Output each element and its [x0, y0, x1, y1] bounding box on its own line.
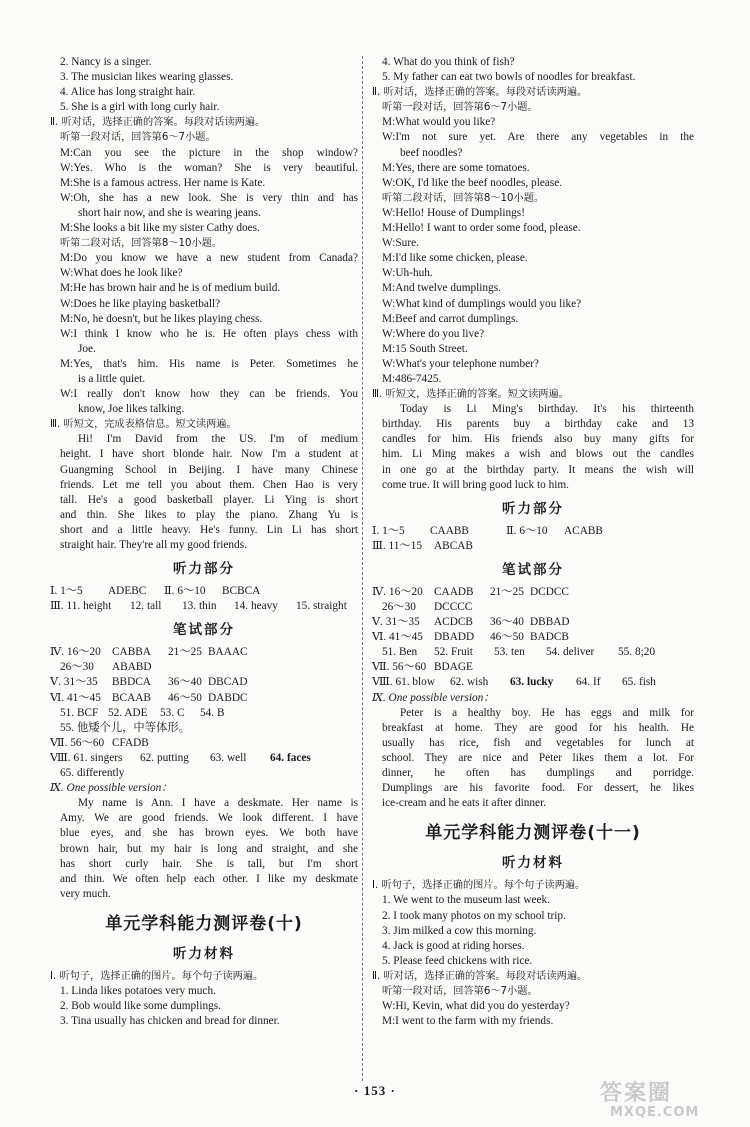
sentence: 2. Bob would like some dumplings. [60, 1000, 221, 1013]
sub-instruction: 听第二段对话，回答第8～10小题。 [382, 192, 545, 204]
dialog-line: M:What would you like? [382, 116, 496, 129]
answer-item: 53. ten [494, 646, 525, 659]
answer-row [50, 766, 358, 781]
answer-value: DCDCC [530, 585, 569, 598]
dialog-line: M:15 South Street. [382, 342, 468, 355]
answer-row [372, 524, 694, 539]
passage-line: short and a little heavy. He's funny. Lin Li has short [60, 523, 358, 536]
essay-line: ice-cream and he eats it after dinner. [382, 797, 547, 810]
essay-line: breakfast at home. They are good for his health. He [382, 721, 694, 734]
sub-instruction: 听第一段对话，回答第6～7小题。 [382, 102, 538, 114]
answer-label: Ⅵ. 41～45 [372, 631, 423, 644]
passage-line: come true. It will bring good luck to him. [382, 478, 569, 491]
answer-label: 46～50 [168, 691, 202, 704]
answer-item: 14. heavy [234, 600, 278, 613]
section-title: Ⅱ. 听对话，选择正确的答案。每段对话读两遍。 [372, 87, 588, 99]
answer-value: DCCCC [434, 601, 473, 613]
answer-row [372, 645, 694, 660]
passage-line: him. Li Ming makes a wish and blows out the candles [382, 448, 694, 461]
answer-row [50, 691, 358, 706]
dialog-line: M:Yes, that's him. His name is Peter. Sometimes he [60, 357, 358, 370]
essay-line: and thin. We often help each other. I like my deskmate [60, 872, 358, 885]
essay-line: Dumplings are his favorite food. For dessert, he likes [382, 782, 694, 795]
listening-answers-heading: 听力部分 [502, 500, 564, 517]
dialog-line: W:What's your telephone number? [382, 357, 539, 370]
passage-line: tall. He's a good basketball player. Li Ying is short [60, 493, 358, 506]
answer-row [50, 675, 358, 690]
answer-value: BADCB [530, 631, 569, 644]
essay-line: usually has rice, fish and vegetables for lunch at [382, 736, 694, 749]
answer-item: 54. deliver [546, 646, 595, 659]
answer-label: 36～40 [168, 676, 202, 689]
dialog-line: M:No, he doesn't, but he likes playing chess. [60, 312, 263, 325]
answer-item: 65. fish [622, 676, 656, 689]
answer-row [50, 584, 358, 599]
written-answers-heading: 笔试部分 [502, 561, 564, 578]
passage-line: birthday. His parents buy a birthday cake and 13 [382, 418, 694, 431]
watermark-text: 答案圈 [600, 1081, 673, 1106]
answer-label: Ⅵ. 41～45 [50, 691, 101, 704]
answer-value: CABBA [112, 646, 151, 659]
answer-row [372, 660, 694, 675]
essay-line: school. They are nice and Peter likes them a lot. For [382, 751, 694, 764]
dialog-line: M:She looks a bit like my sister Cathy does. [60, 222, 260, 235]
sentence: 4. Alice has long straight hair. [60, 86, 196, 99]
dialog-line: beef noodles? [400, 146, 463, 159]
unit-11-title: 单元学科能力测评卷(十一) [425, 823, 641, 844]
answer-row [50, 736, 358, 751]
section-title: Ⅸ. One possible version： [50, 782, 173, 795]
section-title: Ⅲ. 听短文，选择正确的答案。短文读两遍。 [372, 389, 569, 401]
answer-label: Ⅳ. 16～20 [50, 646, 101, 659]
answer-item: Ⅲ. 11. height [50, 600, 112, 613]
answer-label: Ⅶ. 56～60 [372, 661, 427, 674]
column-divider [362, 56, 363, 1081]
answer-item: Ⅷ. 61. blow [372, 676, 435, 689]
dialog-line: W:I think I know who he is. He often plays chess with [60, 327, 358, 340]
essay-line: brown hair, but my hair is long and straight, and she [60, 842, 358, 855]
dialog-line: M:Hello! I want to order some food, please. [382, 222, 581, 235]
answer-row [372, 585, 694, 600]
answer-label: Ⅰ. 1～5 [50, 585, 83, 598]
listening-material-heading: 听力材料 [502, 855, 564, 872]
answer-label: 21～25 [168, 646, 202, 659]
answer-row [372, 675, 694, 690]
answer-label: Ⅴ. 31～35 [372, 616, 420, 629]
dialog-line: W:Yes. Who is the woman? She is very beautiful. [60, 161, 358, 174]
answer-item: 51. BCF [60, 706, 99, 719]
sentence: 3. Tina usually has chicken and bread for dinner. [60, 1015, 280, 1028]
answer-label: 21～25 [490, 585, 524, 598]
answer-item: 55. 他矮个儿，中等体形。 [60, 721, 190, 734]
dialog-line: M:Do you know we have a new student from Canada? [60, 252, 358, 265]
dialog-line: W:OK, I'd like the beef noodles, please. [382, 176, 563, 189]
answer-value: CAADB [434, 585, 474, 598]
dialog-line: W:Where do you live? [382, 327, 485, 340]
answer-row [372, 600, 694, 615]
section-title: Ⅲ. 听短文，完成表格信息。短文读两遍。 [50, 419, 237, 431]
sentence: 2. I took many photos on my school trip. [382, 909, 566, 922]
answer-value: ABCAB [434, 539, 473, 552]
answer-label: Ⅶ. 56～60 [50, 736, 105, 749]
answer-value: BDAGE [434, 661, 473, 674]
left-column [50, 55, 358, 1029]
dialog-line: W:Hi, Kevin, what did you do yesterday? [382, 1000, 570, 1013]
answer-label: Ⅱ. 6～10 [506, 524, 548, 537]
sentence: 2. Nancy is a singer. [60, 56, 152, 68]
written-answers-heading: 笔试部分 [173, 622, 235, 639]
answer-row [372, 615, 694, 630]
dialog-line: know, Joe likes talking. [78, 403, 185, 416]
answer-row [372, 630, 694, 645]
answer-row [50, 599, 358, 614]
answer-item: 53. C [160, 706, 185, 719]
answer-row [372, 539, 694, 554]
dialog-line: W:Does he like playing basketball? [60, 297, 221, 310]
answer-item: 65. differently [60, 767, 125, 780]
listening-answers-heading: 听力部分 [173, 561, 235, 578]
dialog-line: M:I went to the farm with my friends. [382, 1015, 554, 1028]
sentence: 4. What do you think of fish? [382, 56, 515, 68]
answer-value: ACABB [564, 524, 603, 537]
section-title: Ⅰ. 听句子，选择正确的图片。每个句子读两遍。 [50, 970, 264, 982]
sentence: 5. She is a girl with long curly hair. [60, 101, 220, 114]
answer-value: BCBCA [222, 585, 261, 598]
dialog-line: short hair now, and she is wearing jeans. [78, 206, 261, 219]
essay-line: Peter is a healthy boy. He has eggs and milk for [400, 706, 694, 719]
answer-value: DBCAD [208, 676, 248, 689]
sub-instruction: 听第一段对话，回答第6～7小题。 [382, 985, 538, 997]
dialog-line: M:486-7425. [382, 372, 442, 385]
dialog-line: M:Can you see the picture in the shop window? [60, 146, 358, 159]
section-title: Ⅸ. One possible version： [372, 691, 495, 704]
essay-line: dinner, he often has dumplings and porridge. [382, 767, 694, 780]
dialog-line: W:What kind of dumplings would you like? [382, 297, 582, 310]
answer-value: DBBAD [530, 616, 570, 629]
dialog-line: W:Hello! House of Dumplings! [382, 206, 525, 219]
watermark-logo [600, 1082, 740, 1124]
answer-label: Ⅰ. 1～5 [372, 524, 405, 537]
sentence: 3. The musician likes wearing glasses. [60, 71, 234, 84]
section-title: Ⅱ. 听对话，选择正确的答案。每段对话读两遍。 [372, 970, 588, 982]
answer-label: Ⅳ. 16～20 [372, 585, 423, 598]
sentence: 5. Please feed chickens with rice. [382, 954, 533, 967]
dialog-line: W:I'm not sure yet. Are there any vegetables in the [382, 131, 694, 144]
passage-line: candles for him. His friends also buy many gifts for [382, 433, 694, 446]
answer-value: CFADB [112, 736, 149, 749]
passage-line: Guangming School in Beijing. I have many Chinese [60, 463, 358, 476]
answer-item: 63. well [210, 751, 247, 764]
answer-label: 46～50 [490, 631, 524, 644]
passage-line: and thin. She likes to play the piano. Zhang Yu is [60, 508, 358, 521]
dialog-line: is a little quiet. [78, 372, 146, 385]
answer-value: DABDC [208, 691, 248, 704]
essay-line: very much. [60, 887, 111, 900]
answer-item: 55. 8;20 [618, 646, 656, 659]
answer-label: Ⅱ. 6～10 [164, 585, 206, 598]
dialog-line: M:She is a famous actress. Her name is Kate. [60, 176, 266, 189]
dialog-line: M:Yes, there are some tomatoes. [382, 161, 530, 174]
answer-value: ABABD [112, 661, 152, 674]
essay-line: Amy. We are good friends. We look different. I have [60, 812, 358, 825]
answer-item: 54. B [200, 706, 225, 719]
right-column [372, 55, 694, 1029]
watermark-url: MXQE.COM [610, 1105, 700, 1120]
answer-label: 26～30 [382, 601, 416, 613]
dialog-line: Joe. [78, 342, 96, 355]
answer-value: ADEBC [108, 585, 147, 598]
answer-row [50, 721, 358, 736]
dialog-line: W:Uh-huh. [382, 267, 433, 280]
passage-line: friends. Let me tell you about them. Chen Hao is very [60, 478, 358, 491]
dialog-line: M:I'd like some chicken, please. [382, 252, 528, 265]
answer-item: Ⅷ. 61. singers [50, 751, 123, 764]
sentence: 1. We went to the museum last week. [382, 894, 550, 907]
answer-row [50, 706, 358, 721]
passage-line: straight hair. They're all my good friends. [60, 539, 247, 551]
answer-item: 63. lucky [510, 676, 554, 689]
section-title: Ⅱ. 听对话，选择正确的答案。每段对话读两遍。 [50, 117, 266, 129]
passage-line: Hi! I'm David from the US. I'm of medium [78, 433, 358, 446]
unit-10-title: 单元学科能力测评卷(十) [105, 913, 303, 934]
page-number: · 153 · [354, 1083, 396, 1098]
dialog-line: W:I really don't know how they can be friends. You [60, 388, 358, 401]
passage-line: Today is Li Ming's birthday. It's his thirteenth [400, 403, 694, 416]
dialog-line: W:What does he look like? [60, 267, 183, 280]
answer-value: DBADD [434, 631, 475, 644]
essay-line: My name is Ann. I have a deskmate. Her name is [78, 797, 358, 810]
answer-value: BAAAC [208, 646, 248, 659]
answer-value: BBDCA [112, 676, 151, 689]
answer-item: 51. Ben [382, 646, 418, 659]
section-title: Ⅰ. 听句子，选择正确的图片。每个句子读两遍。 [372, 880, 586, 892]
answer-value: BCAAB [112, 691, 151, 704]
answer-item: 64. faces [270, 751, 311, 764]
sentence: 3. Jim milked a cow this morning. [382, 924, 537, 937]
essay-line: has short curly hair. She is tall, but I'm short [60, 857, 358, 870]
answer-item: 13. thin [182, 600, 217, 613]
answer-item: 52. ADE [108, 706, 148, 719]
dialog-line: W:Oh, she has a new look. She is very thin and has [60, 191, 358, 204]
answer-item: 12. tall [130, 600, 162, 613]
sentence: 1. Linda likes potatoes very much. [60, 984, 216, 997]
answer-item: 62. putting [140, 751, 189, 764]
answer-value: CAABB [430, 524, 469, 537]
answer-item: 15. straight [296, 600, 347, 613]
dialog-line: M:Beef and carrot dumplings. [382, 312, 519, 325]
answer-row [50, 751, 358, 766]
sentence: 5. My father can eat two bowls of noodles for breakfast. [382, 71, 636, 84]
answer-item: 62. wish [450, 676, 489, 689]
passage-line: in one go at the birthday party. It means the wish will [382, 463, 694, 476]
answer-label: 26～30 [60, 661, 94, 674]
listening-material-heading: 听力材料 [173, 945, 235, 962]
answer-row [50, 645, 358, 660]
passage-line: height. I have short blonde hair. Now I'm a student at [60, 448, 358, 461]
dialog-line: M:He has brown hair and he is of medium build. [60, 282, 281, 295]
dialog-line: W:Sure. [382, 237, 419, 250]
answer-item: 52. Fruit [434, 646, 473, 659]
essay-line: blue eyes, and she has brown eyes. We both have [60, 827, 358, 840]
answer-row [50, 660, 358, 675]
dialog-line: M:And twelve dumplings. [382, 282, 501, 295]
answer-label: 36～40 [490, 616, 524, 629]
sentence: 4. Jack is good at riding horses. [382, 939, 525, 952]
answer-label: Ⅴ. 31～35 [50, 676, 98, 689]
sub-instruction: 听第一段对话，回答第6～7小题。 [60, 132, 216, 144]
answer-item: 64. If [576, 676, 601, 689]
answer-label: Ⅲ. 11～15 [372, 539, 423, 552]
sub-instruction: 听第二段对话，回答第8～10小题。 [60, 238, 223, 250]
answer-value: ACDCB [434, 616, 473, 629]
